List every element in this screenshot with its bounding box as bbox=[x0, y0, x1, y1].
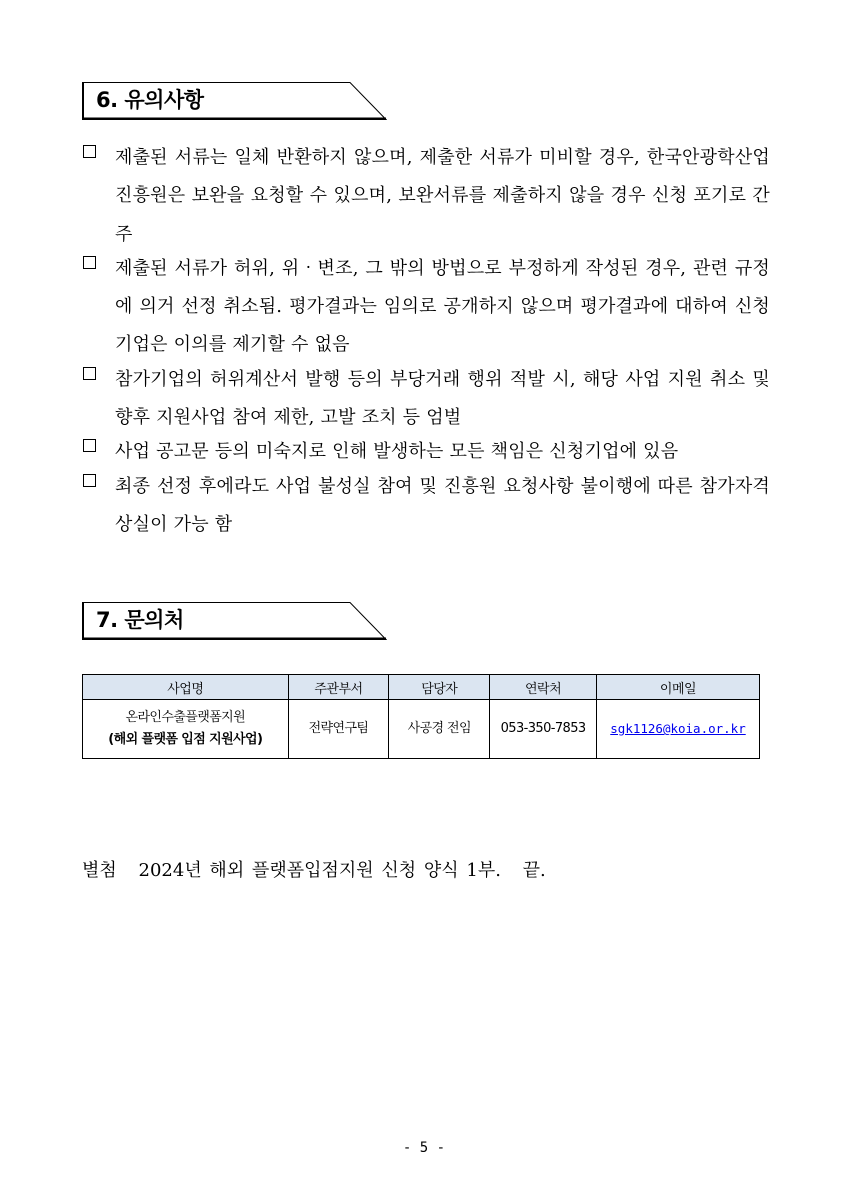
list-item bbox=[82, 139, 770, 254]
notice-text: 사업 공고문 등의 미숙지로 인해 발생하는 모든 책임은 신청기업에 있음 bbox=[115, 441, 679, 463]
phone-cell: 053-350-7853 bbox=[490, 700, 597, 759]
checkbox-square-icon bbox=[83, 256, 96, 269]
section-7-title: 7. 문의처 bbox=[96, 608, 184, 632]
checkbox-square-icon bbox=[83, 145, 96, 158]
attachment-line bbox=[82, 856, 546, 886]
notice-text: 제출된 서류가 허위, 위‧변조, 그 밖의 방법으로 부정하게 작성된 경우, 관련 규정에 의거 선정 취소됨. 평가결과는 임의로 공개하지 않으며 평가결과에 대하여 신청기업은 이의를 제기할 수 없음 bbox=[115, 257, 770, 356]
notice-text: 최종 선정 후에라도 사업 불성실 참여 및 진흥원 요청사항 불이행에 따른 참가자격 상실이 가능 함 bbox=[115, 475, 770, 535]
table-row bbox=[83, 700, 760, 759]
column-header-phone: 연락처 bbox=[490, 675, 597, 700]
checkbox-square-icon bbox=[83, 367, 96, 380]
column-header-contact-person: 담당자 bbox=[389, 675, 490, 700]
section-6-title: 6. 유의사항 bbox=[96, 88, 204, 112]
checkbox-square-icon bbox=[83, 474, 96, 487]
contact-person-cell: 사공경 전임 bbox=[389, 700, 490, 759]
attachment-label: 별첨 bbox=[82, 860, 117, 881]
notice-text: 제출된 서류는 일체 반환하지 않으며, 제출한 서류가 미비할 경우, 한국안광학산업진흥원은 보완을 요청할 수 있으며, 보완서류를 제출하지 않을 경우 신청 포기로 간주 bbox=[115, 147, 770, 245]
column-header-program: 사업명 bbox=[83, 675, 289, 700]
notice-text: 참가기업의 허위계산서 발행 등의 부당거래 행위 적발 시, 해당 사업 지원 취소 및 향후 지원사업 참여 제한, 고발 조치 등 엄벌 bbox=[115, 368, 770, 429]
department-cell: 전략연구팀 bbox=[288, 700, 389, 759]
table-header-row bbox=[83, 675, 760, 700]
email-link[interactable]: sgk1126@koia.or.kr bbox=[597, 700, 760, 759]
column-header-email: 이메일 bbox=[597, 675, 760, 700]
attachment-text: 2024년 해외 플랫폼입점지원 신청 양식 1부. bbox=[138, 860, 501, 881]
program-cell bbox=[83, 700, 289, 759]
attachment-end: 끝. bbox=[522, 860, 546, 881]
page-number: - 5 - bbox=[402, 1140, 446, 1156]
list-item bbox=[82, 468, 770, 545]
section-7-header bbox=[82, 602, 387, 640]
list-item bbox=[82, 433, 770, 471]
contact-table bbox=[82, 674, 760, 759]
program-subtitle: (해외 플랫폼 입점 지원사업) bbox=[108, 732, 263, 747]
list-item bbox=[82, 361, 770, 438]
notice-list bbox=[82, 148, 770, 549]
list-item bbox=[82, 250, 770, 365]
checkbox-square-icon bbox=[83, 439, 96, 452]
program-name: 온라인수출플랫폼지원 bbox=[125, 710, 246, 725]
column-header-department: 주관부서 bbox=[288, 675, 389, 700]
section-6-header bbox=[82, 82, 387, 120]
